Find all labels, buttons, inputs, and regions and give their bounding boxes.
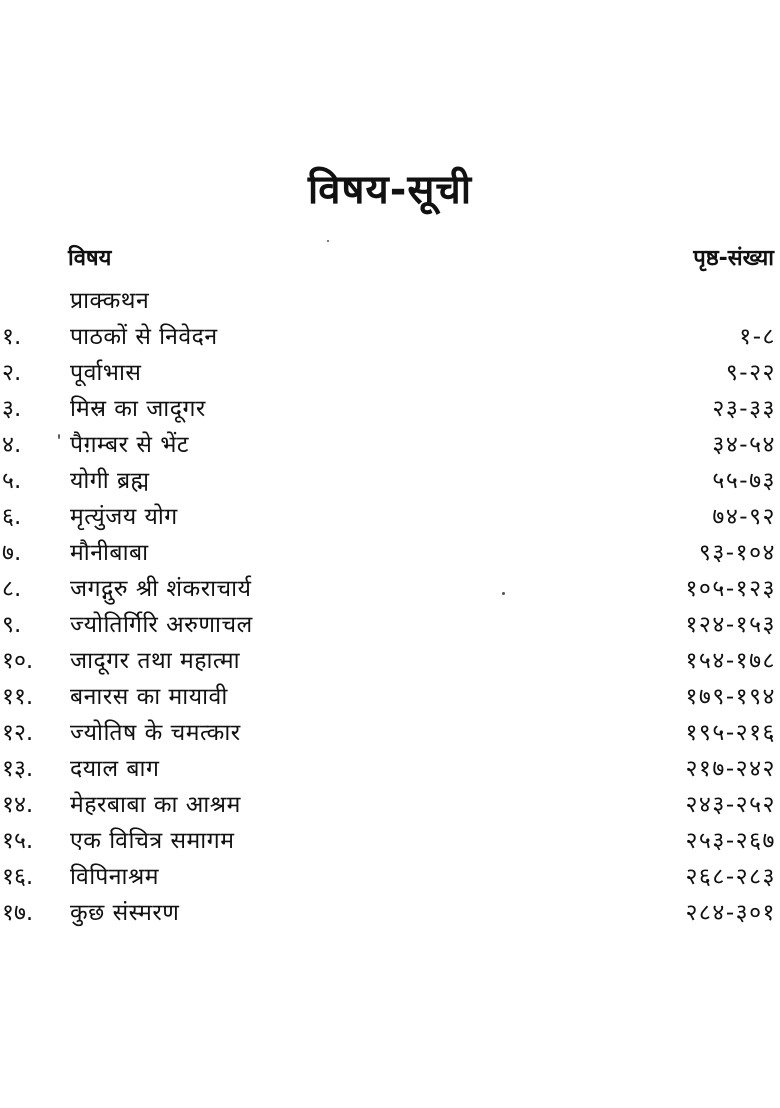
toc-row	[0, 391, 780, 427]
entry-pages: ५५-७३	[712, 468, 776, 494]
entry-topic: योगी ब्रह्म	[70, 468, 150, 494]
entry-number: १२.	[2, 720, 34, 746]
entry-number: १३.	[2, 756, 34, 782]
entry-number: १०.	[2, 648, 34, 674]
entry-topic: पाठकों से निवेदन	[70, 324, 218, 350]
page-title: विषय-सूची	[307, 167, 473, 213]
entry-number: ७.	[2, 540, 22, 566]
entry-pages: १०५-१२३	[685, 576, 776, 602]
entry-number: १५.	[2, 828, 34, 854]
toc-row	[0, 751, 780, 787]
page-column-header: पृष्ठ-संख्या	[693, 246, 774, 271]
entry-number: १६.	[2, 864, 34, 890]
entry-topic: ज्योतिर्गिरि अरुणाचल	[70, 612, 253, 638]
entry-topic: पैग़म्बर से भेंट	[70, 432, 189, 458]
entry-topic: विपिनाश्रम	[70, 864, 160, 890]
entry-topic: मेहरबाबा का आश्रम	[70, 792, 241, 818]
entry-number: २.	[2, 360, 22, 386]
entry-number: ६.	[2, 504, 22, 530]
entry-pages: २४३-२५२	[685, 792, 776, 818]
toc-row	[0, 427, 780, 463]
entry-pages: १२४-१५३	[685, 612, 776, 638]
scan-speck	[502, 592, 505, 595]
entry-pages: २१७-२४२	[685, 756, 776, 782]
entry-pages: ३४-५४	[712, 432, 776, 458]
entry-number: ८.	[2, 576, 22, 602]
toc-row	[0, 787, 780, 823]
entry-pages: १५४-१७८	[685, 648, 776, 674]
toc-row	[0, 499, 780, 535]
entry-topic: ज्योतिष के चमत्कार	[70, 720, 241, 746]
entry-topic: मृत्युंजय योग	[70, 504, 178, 530]
entry-number: ९.	[2, 612, 22, 638]
toc-row	[0, 859, 780, 895]
toc-row	[0, 895, 780, 931]
entry-number: ३.	[2, 396, 22, 422]
entry-pages: १७९-१९४	[685, 684, 776, 710]
scan-speck	[327, 240, 329, 242]
entry-topic: मौनीबाबा	[70, 540, 149, 566]
toc-row	[0, 823, 780, 859]
entry-number: ४.	[2, 432, 22, 458]
scan-speck	[58, 434, 60, 439]
entry-pages: ९-२२	[725, 360, 776, 386]
entry-pages: ७४-९२	[712, 504, 776, 530]
toc-row	[0, 607, 780, 643]
entry-pages: १-८	[739, 324, 776, 350]
toc-row	[0, 319, 780, 355]
entry-pages: २३-३३	[712, 396, 776, 422]
entry-pages: २६८-२८३	[685, 864, 776, 890]
toc-row	[0, 463, 780, 499]
toc-row	[0, 283, 780, 319]
toc-row	[0, 643, 780, 679]
entry-number: ५.	[2, 468, 22, 494]
toc-row	[0, 571, 780, 607]
toc-row	[0, 679, 780, 715]
toc-row	[0, 355, 780, 391]
topic-column-header: विषय	[68, 246, 112, 271]
entry-topic: मिस्र का जादूगर	[70, 396, 206, 422]
entry-number: ११.	[2, 684, 34, 710]
entry-pages: १९५-२१६	[685, 720, 776, 746]
entry-topic: एक विचित्र समागम	[70, 828, 235, 854]
entry-number: १७.	[2, 900, 34, 926]
entry-topic: कुछ संस्मरण	[70, 900, 180, 926]
entry-pages: ९३-१०४	[698, 540, 776, 566]
entry-pages: २८४-३०१	[685, 900, 776, 926]
entry-number: १४.	[2, 792, 34, 818]
toc-row	[0, 715, 780, 751]
entry-number: १.	[2, 324, 22, 350]
entry-topic: जगद्गुरु श्री शंकराचार्य	[70, 576, 252, 602]
entry-topic: दयाल बाग	[70, 756, 160, 782]
entry-topic: जादूगर तथा महात्मा	[70, 648, 241, 674]
entry-topic: प्राक्कथन	[70, 288, 150, 314]
entry-topic: बनारस का मायावी	[70, 684, 228, 710]
entry-topic: पूर्वाभास	[70, 360, 142, 386]
toc-row	[0, 535, 780, 571]
entry-pages: २५३-२६७	[685, 828, 776, 854]
